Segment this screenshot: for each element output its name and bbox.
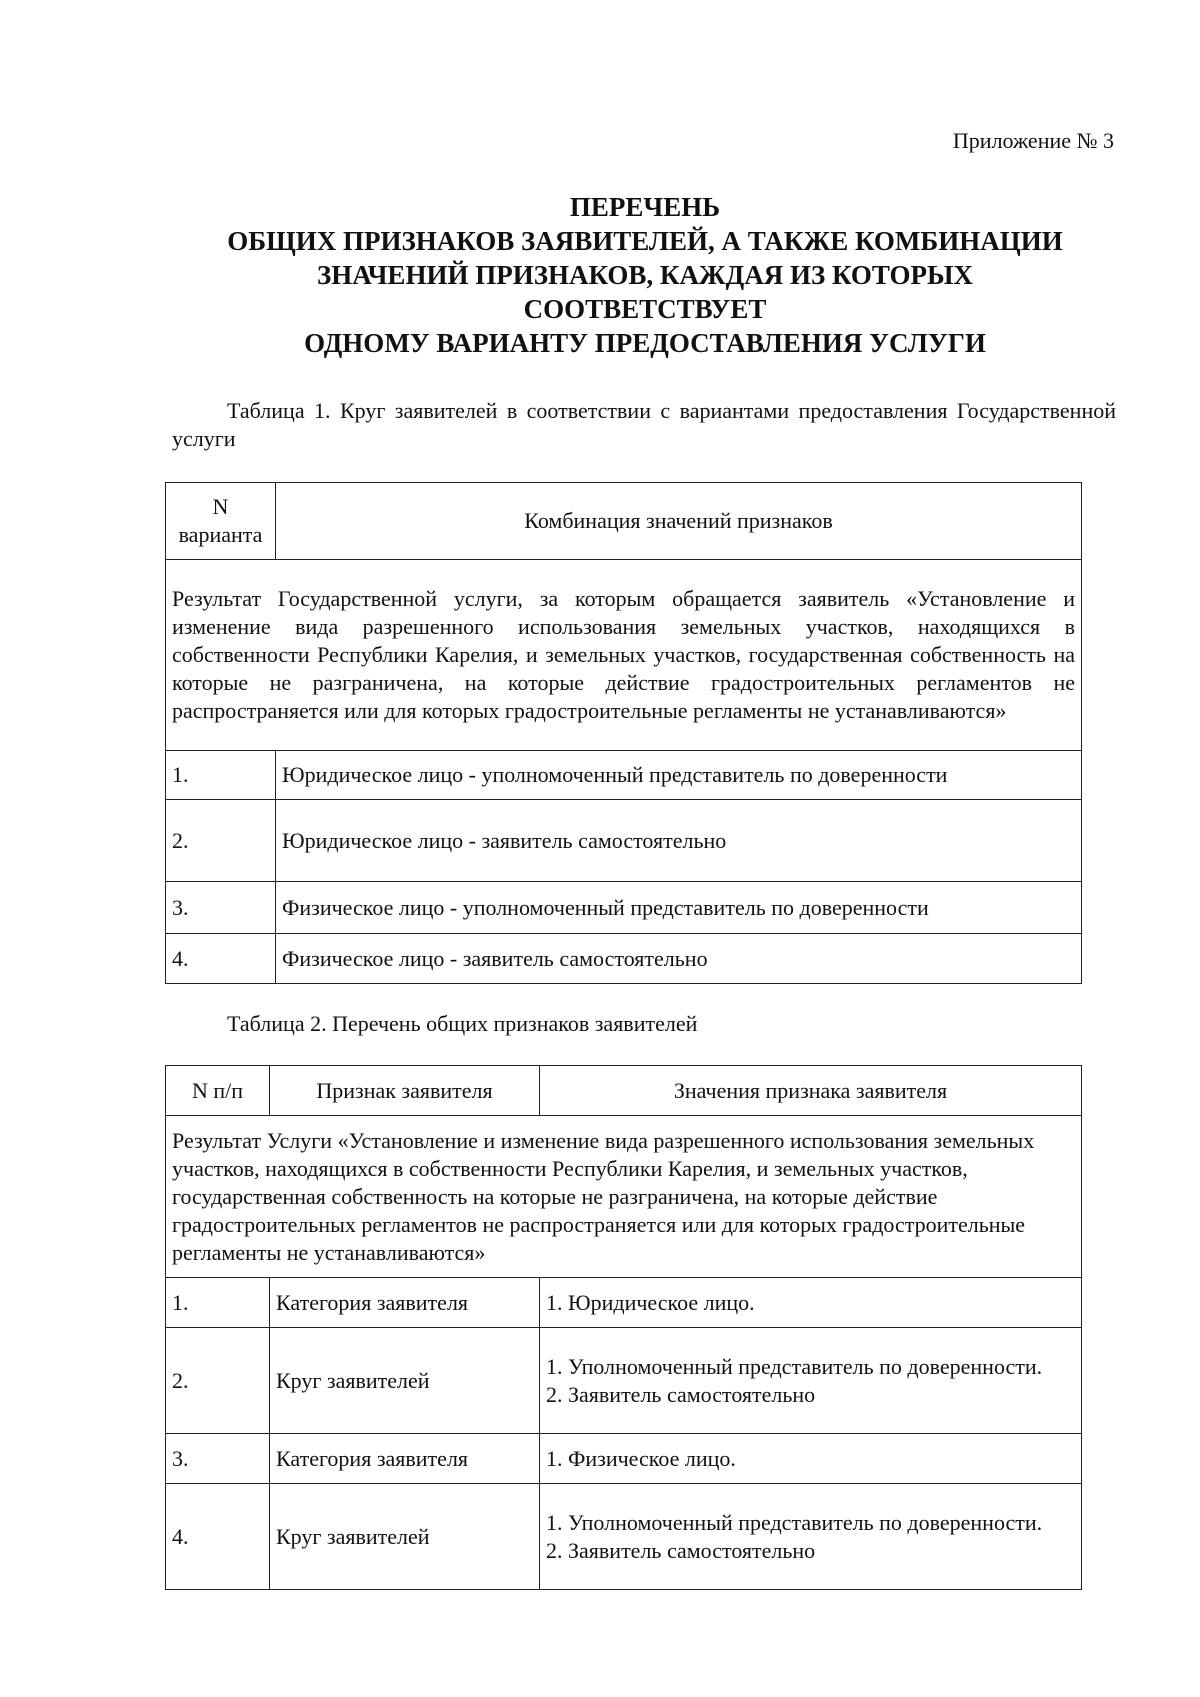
table-row	[166, 1278, 1082, 1328]
table1-header-row	[166, 483, 1082, 560]
table1-applicant-variants	[165, 482, 1082, 984]
table-row	[166, 751, 1082, 800]
row-text: Юридическое лицо - уполномоченный представитель по доверенности	[276, 751, 1082, 800]
table-row	[166, 934, 1082, 984]
row-values	[540, 1278, 1082, 1328]
value-line: 2. Заявитель самостоятельно	[546, 1537, 816, 1563]
row-attr: Круг заявителей	[270, 1484, 540, 1590]
table-row	[166, 882, 1082, 934]
document-title	[170, 190, 1120, 360]
title-line: ПЕРЕЧЕНЬ	[569, 192, 721, 222]
table1-header-combo: Комбинация значений признаков	[276, 483, 1082, 560]
table1-result-row	[166, 560, 1082, 751]
row-num: 1.	[166, 751, 276, 800]
table-row	[166, 1434, 1082, 1484]
value-line: 2. Заявитель самостоятельно	[546, 1381, 816, 1407]
title-line: СООТВЕТСТВУЕТ	[523, 294, 767, 324]
table1-header-num: N варианта	[166, 483, 276, 560]
table2-header-attr: Признак заявителя	[270, 1066, 540, 1116]
title-line: ОДНОМУ ВАРИАНТУ ПРЕДОСТАВЛЕНИЯ УСЛУГИ	[304, 328, 986, 358]
value-line: 1. Уполномоченный представитель по доверенности.	[546, 1353, 1043, 1379]
row-values	[540, 1434, 1082, 1484]
table1-result-text: Результат Государственной услуги, за которым обращается заявитель «Установление и изменение вида разрешенного использования земельных участков, находящихся в собственности Республики Карелия, и земельных участков, государственная собственность на которые не разграничена, на которые действие градостроительных регламентов не распространяется или для которых градостроительные регламенты не устанавливаются»	[166, 560, 1082, 751]
row-num: 1.	[166, 1278, 270, 1328]
table2-applicant-attributes	[165, 1065, 1082, 1590]
row-num: 3.	[166, 882, 276, 934]
row-attr: Категория заявителя	[270, 1278, 540, 1328]
table-row	[166, 800, 1082, 882]
row-text: Физическое лицо - заявитель самостоятельно	[276, 934, 1082, 984]
row-num: 3.	[166, 1434, 270, 1484]
value-line: 1. Физическое лицо.	[546, 1445, 736, 1471]
table1-caption: Таблица 1. Круг заявителей в соответствии с вариантами предоставления Государственной услуги	[172, 398, 1116, 451]
row-num: 4.	[166, 1484, 270, 1590]
row-num: 2.	[166, 1328, 270, 1434]
row-num: 2.	[166, 800, 276, 882]
table2-header-row	[166, 1066, 1082, 1116]
table2-result-row	[166, 1116, 1082, 1278]
value-line: 1. Уполномоченный представитель по доверенности.	[546, 1509, 1043, 1535]
table2-header-num: N п/п	[166, 1066, 270, 1116]
row-num: 4.	[166, 934, 276, 984]
table2-caption: Таблица 2. Перечень общих признаков заявителей	[227, 1011, 698, 1036]
row-text: Юридическое лицо - заявитель самостоятельно	[276, 800, 1082, 882]
annex-label: Приложение № 3	[952, 128, 1114, 153]
value-line: 1. Юридическое лицо.	[546, 1289, 755, 1315]
title-line: ОБЩИХ ПРИЗНАКОВ ЗАЯВИТЕЛЕЙ, А ТАКЖЕ КОМБИНАЦИИ	[227, 226, 1063, 256]
title-line: ЗНАЧЕНИЙ ПРИЗНАКОВ, КАЖДАЯ ИЗ КОТОРЫХ	[316, 260, 974, 290]
row-attr: Круг заявителей	[270, 1328, 540, 1434]
table2-result-text: Результат Услуги «Установление и изменение вида разрешенного использования земельных участков, находящихся в собственности Республики Карелия, и земельных участков, государственная собственность на которые не разграничена, на которые действие градостроительных регламентов не распространяется или для которых градостроительные регламенты не устанавливаются»	[166, 1116, 1082, 1278]
row-values	[540, 1484, 1082, 1590]
table-row	[166, 1328, 1082, 1434]
row-attr: Категория заявителя	[270, 1434, 540, 1484]
table2-header-values: Значения признака заявителя	[540, 1066, 1082, 1116]
table-row	[166, 1484, 1082, 1590]
row-text: Физическое лицо - уполномоченный представитель по доверенности	[276, 882, 1082, 934]
row-values	[540, 1328, 1082, 1434]
